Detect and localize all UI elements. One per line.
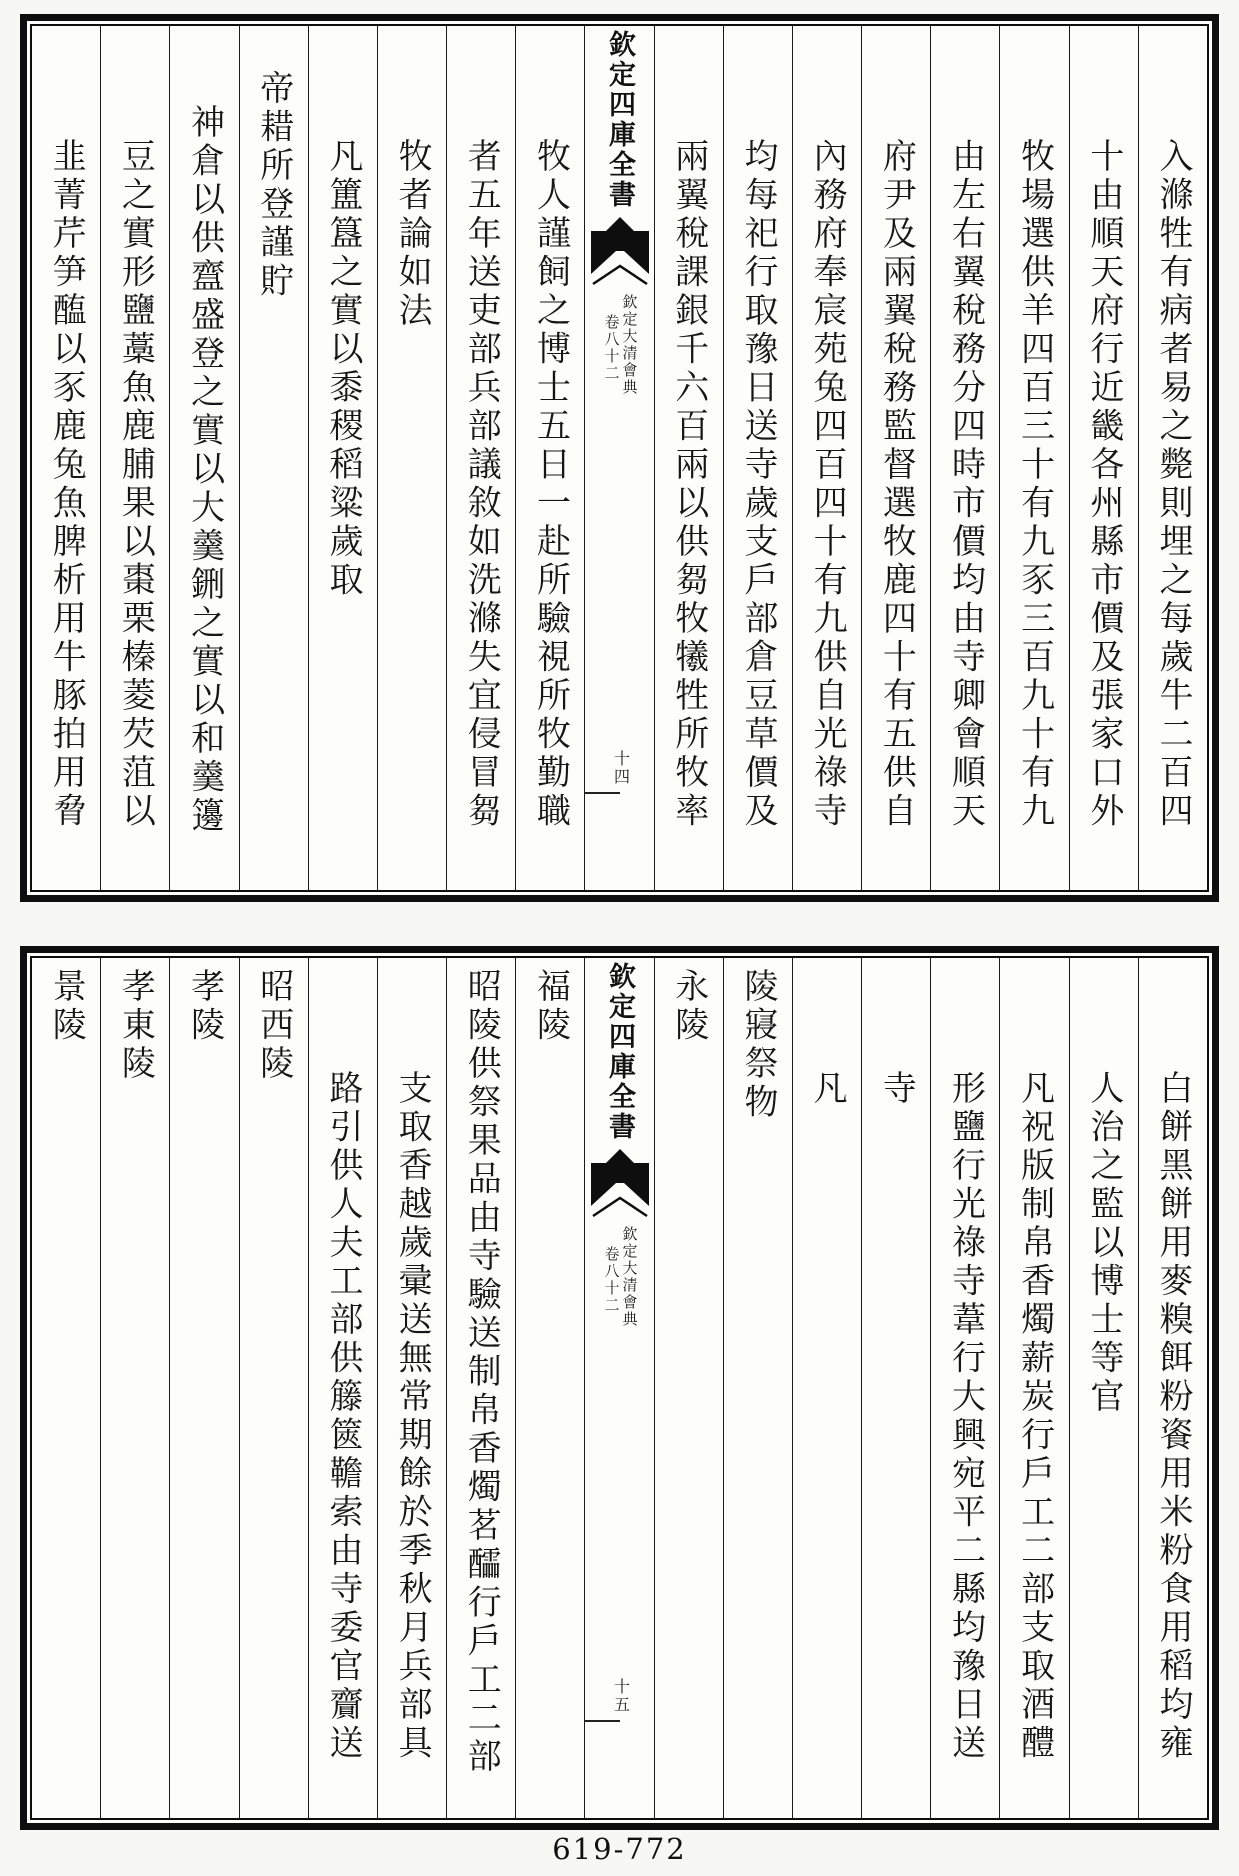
text-column-raised-tomb: 昭陵供祭果品由寺驗送制帛香燭茗醽行戶工二部 (446, 958, 515, 1818)
text-column: 者五年送吏部兵部議敘如洗滌失宜侵冒芻 (446, 26, 515, 890)
chapter-number: 卷八十二 (602, 314, 619, 382)
folio-rule (585, 1720, 619, 1722)
text-column: 由左右翼稅務分四時市價均由寺卿會順天 (930, 26, 999, 890)
text-column: 均每祀行取豫日送寺歲支戶部倉豆草價及 (723, 26, 792, 890)
text-column: 牧者論如法 (377, 26, 446, 890)
siku-quanshu-title: 欽定四庫全書 (605, 30, 636, 210)
text-column: 牧場選供羊四百三十有九豕三百九十有九 (999, 26, 1068, 890)
text-column: 豆之實形鹽藁魚鹿脯果以棗栗榛菱芡菹以 (100, 26, 169, 890)
folio-rule (585, 792, 619, 794)
text-column: 人治之監以博士等官 (1069, 958, 1138, 1818)
text-column-raised: 神倉以供齍盛登之實以大羹鉶之實以和羹籩 (169, 26, 238, 890)
volume-caption (602, 294, 638, 396)
text-column: 府尹及兩翼稅務監督選牧鹿四十有五供自 (861, 26, 930, 890)
volume-caption (602, 1226, 638, 1328)
text-column: 白餅黑餅用麥糗餌粉餈用米粉食用稻均雍 (1138, 958, 1207, 1818)
text-column-raised-tomb: 孝東陵 (100, 958, 169, 1818)
text-column: 內務府奉宸苑兔四百四十有九供自光祿寺 (792, 26, 861, 890)
banxin-center-column (584, 26, 653, 890)
text-column: 凡 (792, 958, 861, 1818)
text-column-raised-tomb: 福陵 (515, 958, 584, 1818)
siku-quanshu-title: 欽定四庫全書 (605, 962, 636, 1142)
text-column: 韭菁芹笋醢以豕鹿兔魚脾析用牛豚拍用脅 (47, 138, 85, 831)
page-number: 619-772 (552, 1832, 687, 1866)
text-column: 路引供人夫工部供籐篋韂索由寺委官齎送 (308, 958, 377, 1818)
text-column: 兩翼稅課銀千六百兩以供芻牧犧牲所牧率 (654, 26, 723, 890)
folio-number: 十五 (611, 1678, 629, 1714)
work-title: 欽定大清會典 (620, 294, 637, 396)
folio-area (585, 1678, 653, 1722)
folio-area (585, 750, 653, 794)
text-column: 凡祝版制帛香燭薪炭行戶工二部支取酒醴 (999, 958, 1068, 1818)
text-column: 凡簠簋之實以黍稷稻粱歲取 (308, 26, 377, 890)
text-column-raised-imperial: 帝耤所登謹貯 (239, 26, 308, 890)
text-column: 入滌牲有病者易之斃則埋之每歲牛二百四 (1138, 26, 1207, 890)
text-column: 形鹽行光祿寺葦行大興宛平二縣均豫日送 (930, 958, 999, 1818)
upper-text-frame (30, 24, 1209, 892)
text-column-raised-tomb: 孝陵 (169, 958, 238, 1818)
text-column-raised-tomb: 陵寢祭物 (723, 958, 792, 1818)
upper-text-block (20, 14, 1219, 902)
lower-text-frame (30, 956, 1209, 1820)
folio-number: 十四 (611, 750, 629, 786)
chapter-number: 卷八十二 (602, 1246, 619, 1314)
text-column: 十由順天府行近畿各州縣市價及張家口外 (1069, 26, 1138, 890)
fishtail-icon (589, 216, 651, 286)
text-column-raised-tomb: 景陵 (47, 968, 85, 1045)
text-column-raised-tomb: 昭西陵 (239, 958, 308, 1818)
lower-text-block (20, 946, 1219, 1830)
work-title: 欽定大清會典 (620, 1226, 637, 1328)
text-column: 牧人謹飼之博士五日一赴所驗視所牧勤職 (515, 26, 584, 890)
text-column: 支取香越歲彚送無常期餘於季秋月兵部具 (377, 958, 446, 1818)
text-column-raised-tomb: 永陵 (654, 958, 723, 1818)
text-column: 寺 (861, 958, 930, 1818)
banxin-center-column (584, 958, 653, 1818)
fishtail-icon (589, 1148, 651, 1218)
